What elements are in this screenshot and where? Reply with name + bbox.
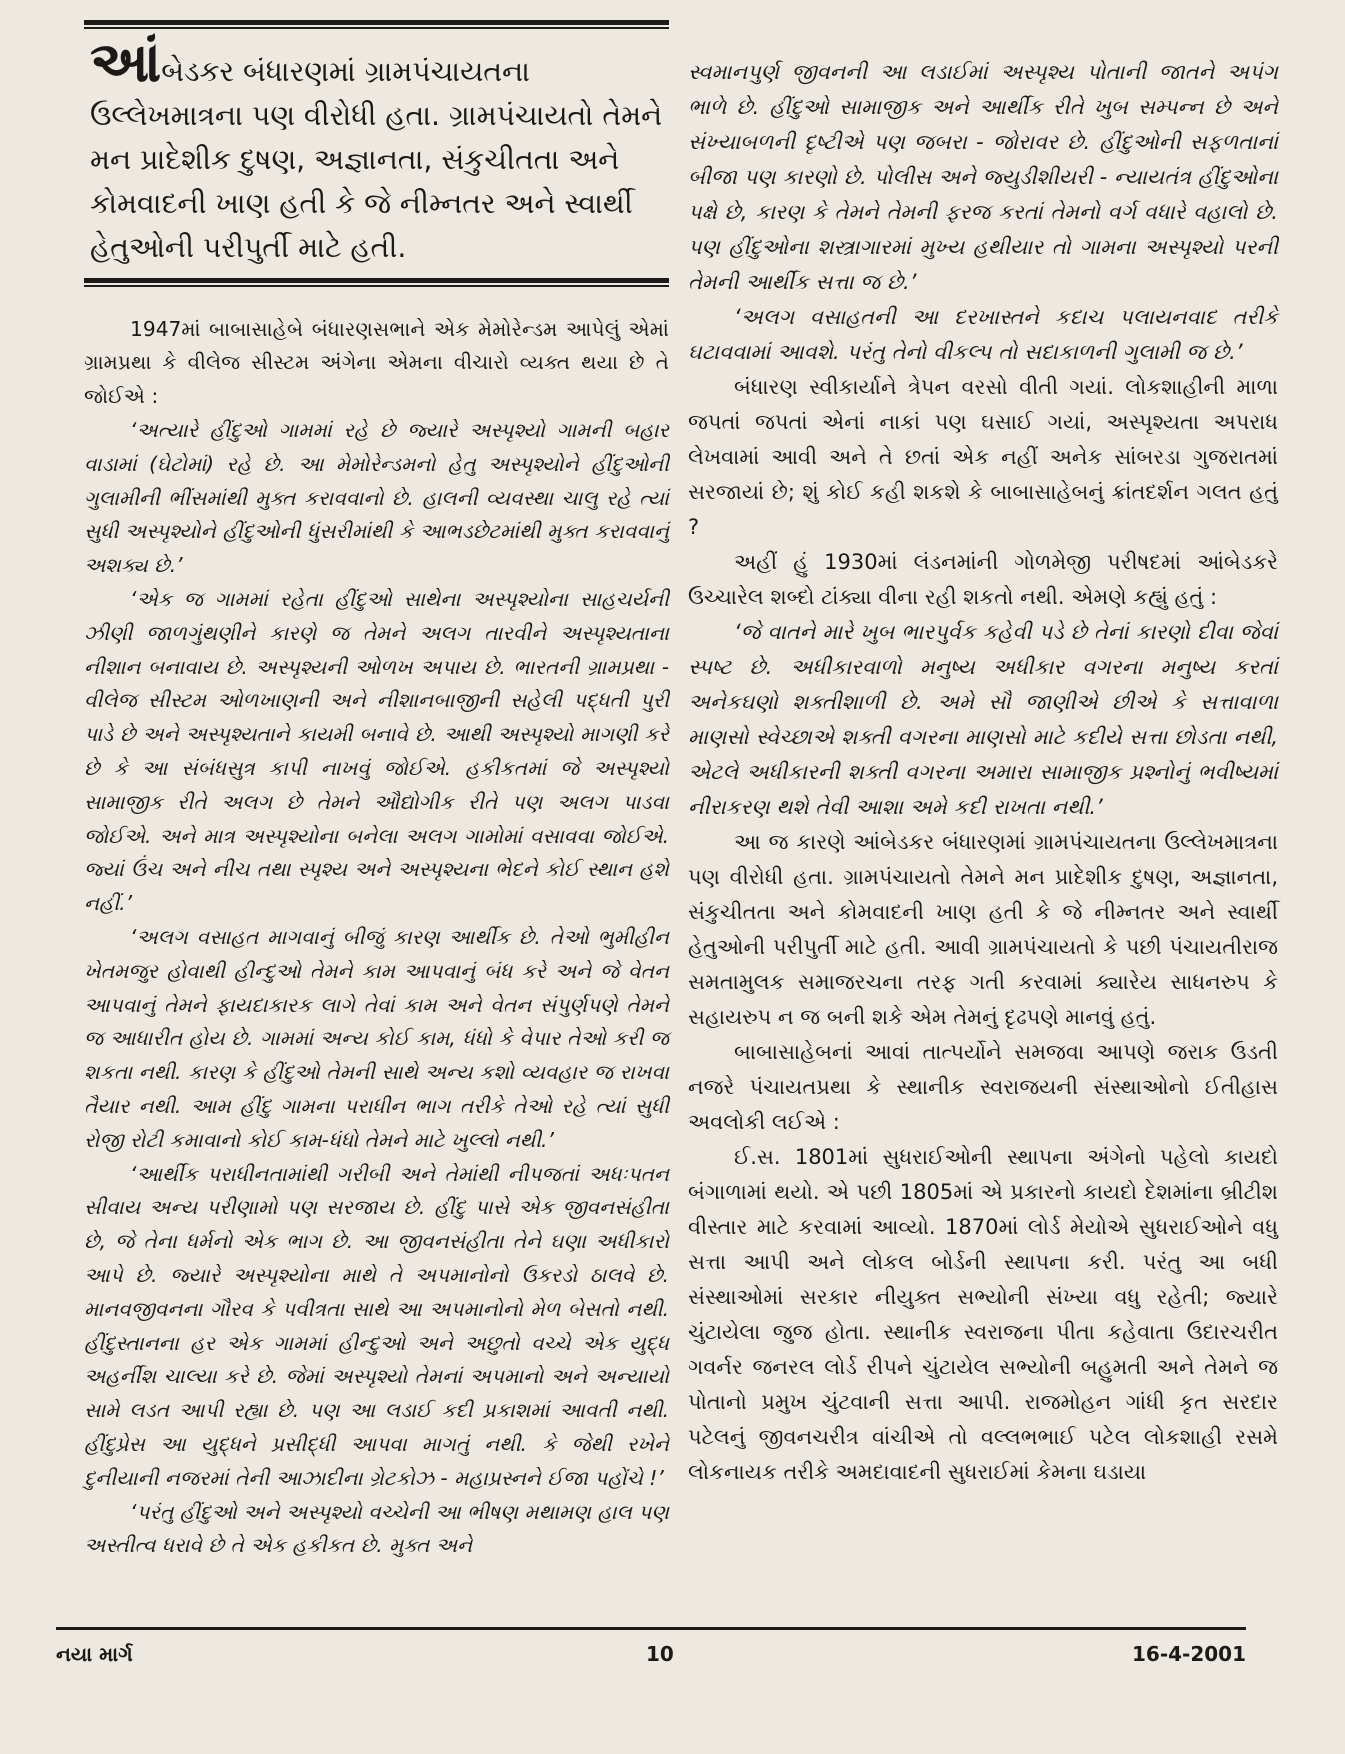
quote-paragraph: ‘એક જ ગામમાં રહેતા હીંદુઓ સાથેના અસ્પૃશ્યોના સાહચર્યની ઝીણી જાળગુંથણીને કારણે જ તેમને અલગ તારવીને અસ્પૃશ્યતાના નીશાન બનાવાય છે. અસ્પૃશ્યની ઓળખ અપાય છે. ભારતની ગ્રામપ્રથા - વીલેજ સીસ્ટમ ઓળખાણની અને નીશાનબાજીની સહેલી પદ્ધતી પુરી પાડે છે અને અસ્પૃશ્યતાને કાયમી બનાવે છે. આથી અસ્પૃશ્યો માગણી કરે છે કે આ સંબંધસુત્ર કાપી નાખવું જોઈએ. હકીકતમાં જે અસ્પૃશ્યો સામાજીક રીતે અલગ છે તેમને ઔદ્યોગીક રીતે પણ અલગ પાડવા જોઈએ. અને માત્ર અસ્પૃશ્યોના બનેલા અલગ ગામોમાં વસાવવા જોઈએ. જ્યાં ઉંચ અને નીચ તથા સ્પૃશ્ય અને અસ્પૃશ્યના ભેદને કોઈ સ્થાન હશે નહીં.’ (84, 587, 669, 916)
quote-paragraph: ‘આર્થીક પરાધીનતામાંથી ગરીબી અને તેમાંથી નીપજતાં અધઃપતન સીવાય અન્ય પરીણામો પણ સરજાય છે. હીંદુ પાસે એક જીવનસંહીતા છે, જે તેના ધર્મનો એક ભાગ છે. આ જીવનસંહીતા તેને ઘણા અધીકારો આપે છે. જ્યારે અસ્પૃશ્યોના માથે તે અપમાનોનો ઉકરડો ઠાલવે છે. માનવજીવનના ગૌરવ કે પવીત્રતા સાથે આ અપમાનોનો મેળ બેસતો નથી. હીંદુસ્તાનના હર એક ગામમાં હીન્દુઓ અને અછુતો વચ્ચે એક યુદ્ધ અહર્નીશ ચાલ્યા કરે છે. જેમાં અસ્પૃશ્યો તેમનાં અપમાનો અને અન્યાયો સામે લડત આપી રહ્યા છે. પણ આ લડાઈ કદી પ્રકાશમાં આવતી નથી. હીંદુપ્રેસ આ યુદ્ધને પ્રસીદ્ધી આપવા માગતું નથી. કે જેથી રખેને દુનીયાની નજરમાં તેની આઝાદીના ગ્રેટકોઝ - મહાપ્રસ્નને ઈજા પહોંચે !’ (84, 1161, 669, 1490)
paragraph: આ જ કારણે આંબેડકર બંધારણમાં ગ્રામપંચાયતના ઉલ્લેખમાત્રના પણ વીરોધી હતા. ગ્રામપંચાયતો તેમને મન પ્રાદેશીક દુષણ, અજ્ઞાનતા, સંકુચીતતા અને કોમવાદની ખાણ હતી કે જે નીમ્નતર અને સ્વાર્થી હેતુઓની પરીપુર્તી માટે હતી. આવી ગ્રામપંચાયતો કે પછી પંચાયતીરાજ સમતામુલક સમાજરચના તરફ ગતી કરવામાં ક્યારેય સાધનરુપ કે સહાયરુપ ન જ બની શકે એમ તેમનું દૃઢપણે માનવું હતું. (688, 830, 1278, 1029)
quote-paragraph: ‘અલગ વસાહતની આ દરખાસ્તને કદાચ પલાયનવાદ તરીકે ઘટાવવામાં આવશે. પરંતુ તેનો વીકલ્પ તો સદાકાળની ગુલામી જ છે.’ (688, 305, 1278, 364)
page-footer (56, 1627, 1246, 1666)
page-number: 10 (646, 1642, 674, 1666)
paragraph: બાબાસાહેબનાં આવાં તાત્પર્યોને સમજવા આપણે જરાક ઉડતી નજરે પંચાયતપ્રથા કે સ્થાનીક સ્વરાજયની સંસ્થાઓનો ઈતીહાસ અવલોકી લઈએ : (688, 1040, 1278, 1134)
issue-date: 16-4-2001 (1131, 1642, 1246, 1666)
quote-paragraph: ‘પરંતુ હીંદુઓ અને અસ્પૃશ્યો વચ્ચેની આ ભીષણ મથામણ હાલ પણ અસ્તીત્વ ધરાવે છે તે એક હકીકત છે. મુક્ત અને (84, 1499, 669, 1558)
right-column (688, 55, 1278, 1490)
quote-paragraph: ‘અત્યારે હીંદુઓ ગામમાં રહે છે જ્યારે અસ્પૃશ્યો ગામની બહાર વાડામાં (ઘેટોમાં) રહે છે. આ મેમોરેન્ડમનો હેતુ અસ્પૃશ્યોને હીંદુઓની ગુલામીની ભીંસમાંથી મુક્ત કરાવવાનો છે. હાલની વ્યવસ્થા ચાલુ રહે ત્યાં સુધી અસ્પૃશ્યોને હીંદુઓની ધુંસરીમાંથી કે આભડછેટમાંથી મુક્ત કરાવવાનું અશક્ય છે.’ (84, 418, 669, 578)
pullquote-bottom-rule-thick (84, 278, 669, 283)
quote-paragraph: ‘અલગ વસાહત માગવાનું બીજું કારણ આર્થીક છે. તેઓ ભુમીહીન ખેતમજુર હોવાથી હીન્દુઓ તેમને કામ આપવાનું બંધ કરે અને જે વેતન આપવાનું તેમને ફાયદાકારક લાગે તેવાં કામ અને વેતન સંપુર્ણપણે તેમને જ આધારીત હોય છે. ગામમાં અન્ય કોઈ કામ, ધંધો કે વેપાર તેઓ કરી જ શકતા નથી. કારણ કે હીંદુઓ તેમની સાથે અન્ય કશો વ્યવહાર જ રાખવા તૈયાર નથી. આમ હીંદુ ગામના પરાધીન ભાગ તરીકે તેઓ રહે ત્યાં સુધી રોજી રોટી કમાવાનો કોઈ કામ-ધંધો તેમને માટે ખુલ્લો નથી.’ (84, 925, 669, 1152)
pullquote-dropcap: આં (90, 30, 162, 95)
quote-paragraph-continued: સ્વમાનપુર્ણ જીવનની આ લડાઈમાં અસ્પૃશ્ય પોતાની જાતને અપંગ ભાળે છે. હીંદુઓ સામાજીક અને આર્થીક રીતે ખુબ સમ્પન્ન છે અને સંખ્યાબળની દૃષ્ટીએ પણ જબરા - જોરાવર છે. હીંદુઓની સફળતાનાં બીજા પણ કારણો છે. પોલીસ અને જ્યુડીશીયરી - ન્યાયતંત્ર હીંદુઓના પક્ષે છે, કારણ કે તેમને તેમની ફરજ કરતાં તેમનો વર્ગ વધારે વહાલો છે. પણ હીંદુઓના શસ્ત્રાગારમાં મુખ્ય હથીયાર તો ગામના અસ્પૃશ્યો પરની તેમની આર્થીક સત્તા જ છે.’ (688, 60, 1278, 294)
left-column-body (84, 313, 669, 1563)
paragraph: અહીં હું 1930માં લંડનમાંની ગોળમેજી પરીષદમાં આંબેડકરે ઉચ્ચારેલ શબ્દો ટાંક્યા વીના રહી શકતો નથી. એમણે કહ્યું હતું : (688, 550, 1278, 609)
quote-paragraph: ‘જે વાતને મારે ખુબ ભારપુર્વક કહેવી પડે છે તેનાં કારણો દીવા જેવાં સ્પષ્ટ છે. અધીકારવાળો મનુષ્ય અધીકાર વગરના મનુષ્ય કરતાં અનેકઘણો શક્તીશાળી છે. અમે સૌ જાણીએ છીએ કે સત્તાવાળા માણસો સ્વેચ્છાએ શક્તી વગરના માણસો માટે કદીયે સત્તા છોડતા નથી, એટલે અધીકારની શક્તી વગરના અમારા સામાજીક પ્રશ્નોનું ભવીષ્યમાં નીરાકરણ થશે તેવી આશા અમે કદી રાખતા નથી.’ (688, 620, 1278, 819)
pullquote-bottom-rule-thin (84, 285, 669, 287)
paragraph: બંધારણ સ્વીકાર્યાને ત્રેપન વરસો વીતી ગયાં. લોકશાહીની માળા જપતાં જપતાં એનાં નાકાં પણ ઘસાઈ ગયાં, અસ્પૃશ્યતા અપરાધ લેખવામાં આવી અને તે છતાં એક નહીં અનેક સાંબરડા ગુજરાતમાં સરજાયાં છે; શું કોઈ કહી શકશે કે બાબાસાહેબનું ક્રાંતદર્શન ગલત હતું ? (688, 375, 1278, 539)
top-rule-thick (84, 20, 669, 25)
paragraph: ઈ.સ. 1801માં સુધરાઈઓની સ્થાપના અંગેનો પહેલો કાયદો બંગાળામાં થયો. એ પછી 1805માં એ પ્રકારનો કાયદો દેશમાંના બ્રીટીશ વીસ્તાર માટે કરવામાં આવ્યો. 1870માં લોર્ડ મેયોએ સુધરાઈઓને વધુ સત્તા આપી અને લોકલ બોર્ડની સ્થાપના કરી. પરંતુ આ બધી સંસ્થાઓમાં સરકાર નીયુક્ત સભ્યોની સંખ્યા વધુ રહેતી; જ્યારે ચુંટાયેલા જુજ હોતા. સ્થાનીક સ્વરાજના પીતા કહેવાતા ઉદારચરીત ગવર્નર જનરલ લોર્ડ રીપને ચુંટાયેલ સભ્યોની બહુમતી અને તેમને જ પોતાનો પ્રમુખ ચુંટવાની સત્તા આપી. રાજમોહન ગાંધી કૃત સરદાર પટેલનું જીવનચરીત્ર વાંચીએ તો વલ્લભભાઈ પટેલ લોકશાહી રસમે લોકનાયક તરીકે અમદાવાદની સુધરાઈમાં કેમના ઘડાયા (688, 1145, 1278, 1484)
pullquote-text: બેડકર બંધારણમાં ગ્રામપંચાયતના ઉલ્લેખમાત્રના પણ વીરોધી હતા. ગ્રામપંચાયતો તેમને મન પ્રાદેશીક દુષણ, અજ્ઞાનતા, સંકુચીતતા અને કોમવાદની ખાણ હતી કે જે નીમ્નતર અને સ્વાર્થી હેતુઓની પરીપુર્તી માટે હતી. (90, 55, 663, 264)
publication-name: નયા માર્ગ (56, 1642, 133, 1666)
pullquote (84, 29, 669, 278)
paragraph: 1947માં બાબાસાહેબે બંધારણસભાને એક મેમોરેન્ડમ આપેલું એમાં ગ્રામપ્રથા કે વીલેજ સીસ્ટમ અંગેના એમના વીચારો વ્યક્ત થયા છે તે જોઈએ : (84, 316, 669, 409)
left-column (84, 20, 669, 1563)
